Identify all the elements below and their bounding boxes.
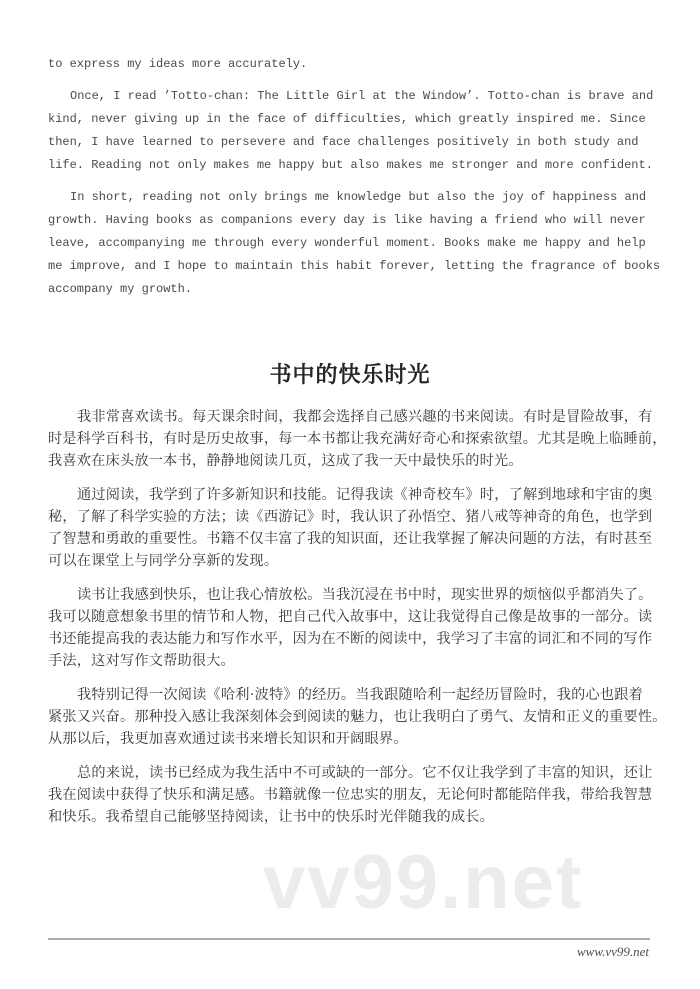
text-line: 我可以随意想象书里的情节和人物，把自己代入故事中，这让我觉得自己像是故事的一部分。读: [48, 609, 653, 625]
text-line: 紧张又兴奋。那种投入感让我深刻体会到阅读的魅力，也让我明白了勇气、友情和正义的重要性。: [48, 709, 667, 725]
text-line: to express my ideas more accurately.: [48, 57, 308, 71]
paragraph: [48, 762, 655, 828]
chinese-essay-section: [48, 406, 667, 840]
text-line: Once, I read ’Totto-chan: The Little Girl at the Window’. Totto-chan is brave and: [70, 89, 654, 103]
text-line: 总的来说，读书已经成为我生活中不可或缺的一部分。它不仅让我学到了丰富的知识，还让: [77, 765, 653, 781]
text-line: 手法，这对写作文帮助很大。: [48, 653, 236, 669]
text-line: then, I have learned to persevere and face challenges positively in both study and: [48, 135, 639, 149]
paragraph: [48, 53, 655, 76]
text-line: kind, never giving up in the face of difficulties, which greatly inspired me. Since: [48, 112, 646, 126]
paragraph: [48, 584, 655, 672]
paragraph: [48, 85, 655, 177]
paragraph: [48, 186, 661, 301]
text-line: 我喜欢在床头放一本书，静静地阅读几页，这成了我一天中最快乐的时光。: [48, 453, 523, 469]
english-essay-section: [48, 53, 661, 310]
text-line: In short, reading not only brings me knowledge but also the joy of happiness and: [70, 190, 647, 204]
text-line: leave, accompanying me through every wonderful moment. Books make me happy and help: [48, 236, 646, 250]
text-line: 从那以后，我更加喜欢通过读书来增长知识和开阔眼界。: [48, 731, 408, 747]
watermark-text: vv99.net: [263, 840, 584, 925]
chinese-essay-title: 书中的快乐时光: [269, 362, 431, 387]
text-line: 可以在课堂上与同学分享新的发现。: [48, 553, 279, 569]
text-line: life. Reading not only makes me happy but also makes me stronger and more confident.: [48, 158, 653, 172]
text-line: me improve, and I hope to maintain this habit forever, letting the fragrance of books: [48, 259, 661, 273]
text-line: 读书让我感到快乐，也让我心情放松。当我沉浸在书中时，现实世界的烦恼似乎都消失了。: [77, 587, 653, 603]
text-line: 了智慧和勇敢的重要性。书籍不仅丰富了我的知识面，还让我掌握了解决问题的方法，有时甚至: [48, 531, 653, 547]
text-line: 时是科学百科书，有时是历史故事，每一本书都让我充满好奇心和探索欲望。尤其是晚上临睡前，: [48, 431, 667, 447]
text-line: 我特别记得一次阅读《哈利·波特》的经历。当我跟随哈利一起经历冒险时，我的心也跟着: [77, 687, 644, 703]
text-line: 我非常喜欢读书。每天课余时间，我都会选择自己感兴趣的书来阅读。有时是冒险故事，有: [77, 409, 653, 425]
text-line: 和快乐。我希望自己能够坚持阅读，让书中的快乐时光伴随我的成长。: [48, 809, 495, 825]
text-line: accompany my growth.: [48, 282, 193, 296]
text-line: 我在阅读中获得了快乐和满足感。书籍就像一位忠实的朋友，无论何时都能陪伴我，带给我智慧: [48, 787, 653, 803]
footer-site-url: www.vv99.net: [577, 944, 649, 959]
paragraph: [48, 406, 667, 472]
paragraph: [48, 684, 667, 750]
footer-divider: [48, 938, 650, 940]
paragraph: [48, 484, 655, 572]
text-line: growth. Having books as companions every day is like having a friend who will never: [48, 213, 646, 227]
text-line: 通过阅读，我学到了许多新知识和技能。记得我读《神奇校车》时，了解到地球和宇宙的奥: [77, 487, 653, 503]
text-line: 书还能提高我的表达能力和写作水平，因为在不断的阅读中，我学习了丰富的词汇和不同的写作: [48, 631, 653, 647]
text-line: 秘，了解了科学实验的方法；读《西游记》时，我认识了孙悟空、猪八戒等神奇的角色，也学到: [48, 509, 653, 525]
